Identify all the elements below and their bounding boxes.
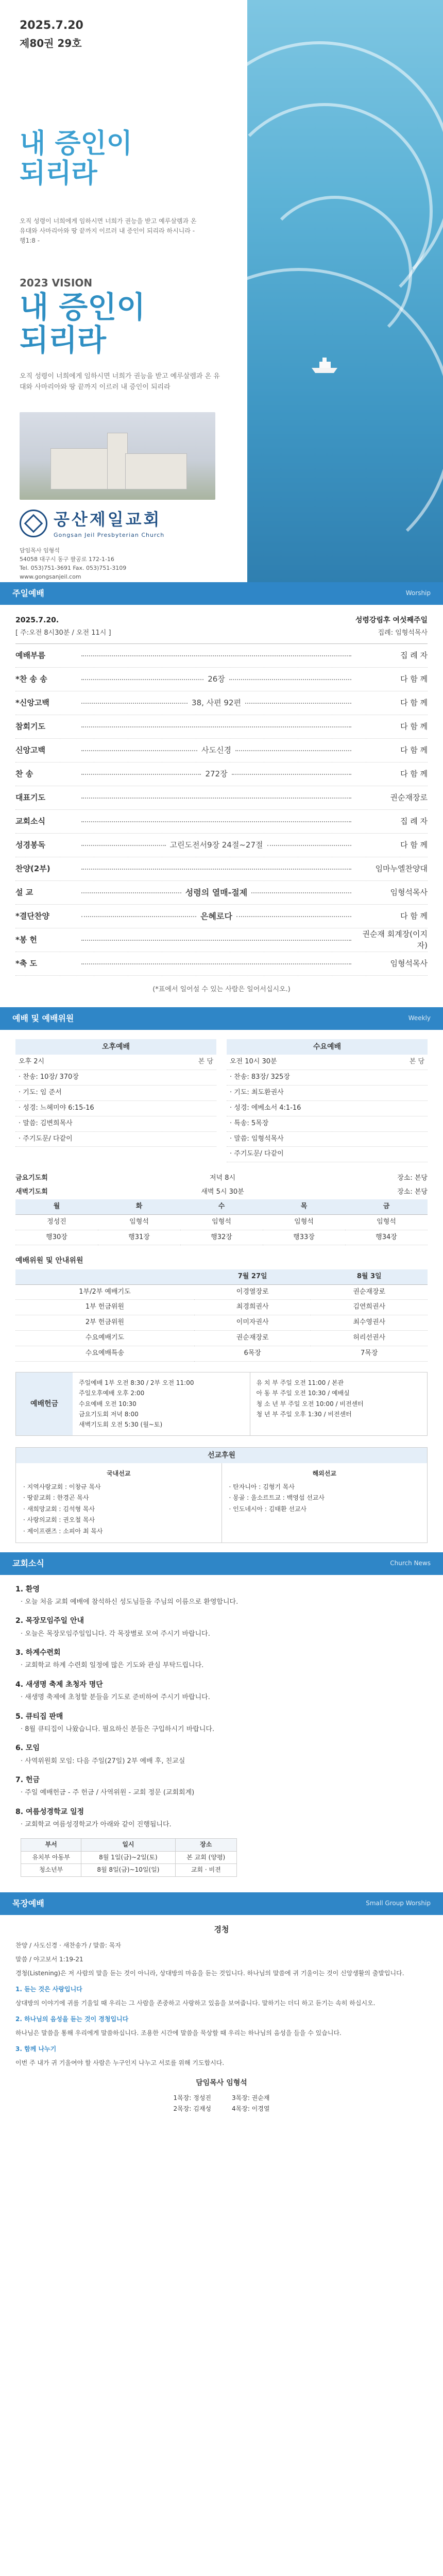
order-label: *결단찬양 [15,911,49,921]
order-person: 다 함 께 [400,674,428,684]
committee-row [15,1300,428,1315]
service-time: 금요기도회 저녁 8:00 [79,1410,139,1418]
issue-date [20,18,83,51]
sg-team [15,2093,428,2115]
order-person: 다 함 께 [400,745,428,755]
order-label: 교회소식 [15,816,45,826]
news-body: · 사역위원회 모임: 다음 주일(27일) 2부 예배 후, 친교실 [21,1757,185,1765]
wednesday-service: 수요예배 오전 10시 30분 본 당 · 찬송: 83장/ 325장 · 기도: 최도환권사 · 성경: 에베소서 4:1-16 · 특송: 5목장 · 말씀: 임형석목사 · 주기도문/ 다같이 [227,1039,428,1162]
committee-cell: 수요예배특송 [15,1346,194,1361]
committee-title: 예배위원 및 안내위원 [15,1257,83,1265]
order-list [15,644,428,976]
cover-description: 오직 성령이 너희에게 임하시면 너희가 권능을 받고 예루살렘과 온 유대와 사마리아와 땅 끝까지 이르러 내 증인이 되리라 하시니라 - 행1:8 - [20,217,197,245]
news-banner: 교회소식 Church News [0,1552,443,1575]
dawn-reading: 행33장 [263,1230,345,1245]
news-item [15,1584,428,1608]
meeting-item: · 말씀: 임형석목사 [230,1134,284,1143]
committee-cell: 최수영권사 [311,1315,428,1331]
leader-dots [81,726,351,727]
news-table-row [21,1864,237,1876]
order-label: 참회기도 [15,721,45,731]
order-person: 다 함 께 [400,840,428,850]
meeting-row [15,1086,216,1101]
committee-cell: 6목장 [194,1346,311,1361]
news-body: · 새생명 축제에 초청할 분들을 기도로 준비하여 주시기 바랍니다. [21,1693,210,1702]
order-row [15,810,428,834]
order-item: 성령의 열매-절제 [185,888,248,898]
leader-dots [81,821,351,822]
news-heading: 4. 새생명 축제 초청자 명단 [15,1680,103,1689]
leader-dots [81,963,351,964]
afternoon-service: 오후예배 오후 2시 본 당 · 찬송: 10장/ 370장 · 기도: 임 준서 · 성경: 느헤미야 6:15-16 · 말씀: 김변희목사 · 주기도문/ 다같이 [15,1039,216,1162]
order-middle [77,869,355,870]
church-logo [20,507,164,539]
meeting-row [227,1147,428,1162]
order-person: 임형석목사 [390,958,428,968]
news-body: · 교회학교 하계 수련회 일정에 많은 기도와 관심 부탁드립니다. [21,1662,204,1670]
sg-body: 상대방의 이야기에 귀를 기울일 때 우리는 그 사람을 존중하고 사랑하고 있음을 보여줍니다. 말하기는 더디 하고 듣기는 속히 하십시오. [15,1999,376,2007]
order-person: 다 함 께 [400,769,428,778]
leader-dots [267,845,352,846]
worship-banner: 주일예배 Worship [0,582,443,605]
sg-point: 3. 함께 나누기 [15,2045,57,2053]
order-row [15,786,428,810]
meeting-row [15,1116,216,1132]
news-table-cell: 청소년부 [21,1864,81,1876]
news-heading: 5. 큐티집 판매 [15,1712,63,1721]
committee-header [15,1269,194,1284]
meeting-item: · 성경: 에베소서 4:1-16 [230,1104,301,1112]
news-table-row [21,1851,237,1863]
leader-dots [235,750,351,751]
order-middle [77,840,355,851]
order-person: 다 함 께 [400,721,428,731]
order-row [15,857,428,881]
order-row [15,762,428,786]
team-member: 4목장: 이경열 [232,2105,270,2113]
cover [0,0,443,582]
news-table-header: 일시 [81,1839,175,1851]
meeting-row [227,1070,428,1086]
dawn-schedule-table [15,1199,428,1246]
mission-item: · 새희망교회 : 김석형 목사 [23,1505,95,1513]
committee-row [15,1331,428,1346]
leader-dots [81,774,201,775]
meeting-row [15,1055,216,1070]
service-time: 주일오후예배 오후 2:00 [79,1389,145,1397]
committee-cell: 1부 헌금위원 [15,1300,194,1315]
order-person: 다 함 께 [400,698,428,707]
news-item [15,1711,428,1735]
sg-team-title: 담임목사 임형석 [196,2079,247,2088]
service-times-box: 예배헌금 주일예배 1부 오전 8:30 / 2부 오전 11:00 주일오후예배 오후 2:00 수요예배 오전 10:30 금요기도회 저녁 8:00 새벽기도회 오전 5:30 (월~토) 유 치 부 주일 오전 11:00 / 본관 아 동 부 주일 오전 10:30 / 예배실 청 소 년 부 주일 오전 10:00 / 비전센터 청 년 부 주일 오후 1:30 / 비전센터 [15,1372,428,1436]
mission-item: · 사랑의교회 : 권오철 목사 [23,1516,95,1524]
meeting-row [15,1101,216,1116]
news-item [15,1807,428,1831]
leader-dots [245,703,351,704]
dawn-leader: 임형석 [263,1214,345,1230]
order-middle [77,963,355,964]
order-row [15,881,428,905]
news-table-cell: 8월 8일(금)~10일(일) [81,1864,175,1876]
leader-dots [81,750,197,751]
order-label: 예배부름 [15,650,45,660]
meeting-row [227,1132,428,1147]
meeting-item: 오후 2시 [19,1058,45,1066]
order-row [15,715,428,739]
order-person: 다 함 께 [400,911,428,921]
small-group [0,1915,443,2136]
mission-item: · 몽골 : 울소르트교 : 백영섭 선교사 [229,1494,325,1502]
day-header: 월 [15,1199,98,1214]
order-item: 26장 [208,674,225,684]
order-item: 사도신경 [201,745,231,755]
order-middle [77,745,355,756]
dawn-leader: 임형석 [345,1214,428,1230]
mission-item: · 땅끝교회 : 한경곤 목사 [23,1494,89,1502]
order-middle [77,940,355,941]
meeting-row [227,1116,428,1132]
vision-subtitle: 오직 성령이 너희에게 임하시면 너희가 권능을 받고 예루살렘과 온 유대와 사마리아와 땅 끝까지 이르러 내 증인이 되리라 [20,372,220,392]
committee-cell: 권순재장로 [194,1331,311,1346]
committee-cell: 이미자권사 [194,1315,311,1331]
dawn-reading: 행34장 [345,1230,428,1245]
order-middle [77,887,355,899]
department-time: 청 소 년 부 주일 오전 10:00 / 비전센터 [256,1400,364,1408]
leader-dots [251,892,351,893]
leader-dots [81,798,351,799]
sg-body: 하나님은 말씀을 통해 우리에게 말씀하십니다. 조용한 시간에 말씀을 묵상할 때 우리는 하나님의 음성을 들을 수 있습니다. [15,2029,342,2037]
news-item [15,1680,428,1703]
cover-left [0,0,247,582]
order-middle [77,655,355,656]
committee-cell: 허리선권사 [311,1331,428,1346]
news-table-cell: 교회 · 비젼 [175,1864,237,1876]
church-emblem-icon [20,510,47,537]
news-item [15,1616,428,1639]
department-time: 아 동 부 주일 오전 10:30 / 예배실 [256,1389,350,1397]
service-times: [ 주:오전 8시30분 / 오전 11시 ] [15,629,111,637]
news-body: · 주일 예배헌금 - 주 헌금 / 사역위원 - 교회 정문 (교회회계) [21,1789,195,1797]
sg-point: 2. 하나님의 음성을 듣는 것이 경청입니다 [15,2015,129,2023]
meeting-row [15,1132,216,1147]
news-item [15,1743,428,1767]
meeting-place: 본 당 [198,1058,213,1066]
order-label: 성경봉독 [15,840,45,850]
leader-dots [229,679,351,680]
order-middle [77,674,355,685]
vision-title: 내 증인이 되리라 [20,290,146,358]
committee-table [15,1269,428,1362]
sg-reading: 말씀 / 야고보서 1:19-21 [15,1956,83,1963]
order-label: *찬 송 송 [15,674,47,684]
officiant: 집례: 임형석목사 [378,629,428,637]
leader-dots [81,869,351,870]
news-body: · 오늘은 목장모임주일입니다. 각 목장별로 모여 주시기 바랍니다. [21,1630,210,1638]
committee-cell: 2부 헌금위원 [15,1315,194,1331]
meeting-item: · 주기도문/ 다같이 [230,1150,284,1158]
day-header: 화 [98,1199,180,1214]
news-item [15,1648,428,1671]
dawn-reading: 행30장 [15,1230,98,1245]
dawn-reading: 행32장 [180,1230,263,1245]
order-person: 권순재 회계장(이지자) [362,929,428,950]
day-header: 수 [180,1199,263,1214]
dawn-prayer: 새벽기도회 새벽 5시 30분 장소: 본당 [15,1188,428,1196]
order-label: *봉 헌 [15,935,38,944]
meetings-banner: 예배 및 예배위원 Weekly [0,1007,443,1030]
committee-cell: 1부/2부 예배기도 [15,1284,194,1300]
order-row [15,952,428,976]
meeting-item: · 기도: 최도환권사 [230,1088,284,1096]
sea-photo [247,0,443,582]
mission-item: · 제이프랜즈 : 소피아 최 목사 [23,1527,103,1535]
meetings [0,1030,443,1552]
meeting-item: · 말씀: 김변희목사 [19,1119,73,1127]
meeting-item: · 주기도문/ 다같이 [19,1134,73,1143]
dawn-reading: 행31장 [98,1230,180,1245]
mission-item: · 인도네시아 : 김태환 선교사 [229,1505,307,1513]
meeting-item: · 기도: 임 준서 [19,1088,62,1096]
leader-dots [81,655,351,656]
order-date: 2025.7.20. [15,616,59,624]
order-label: 찬 송 [15,769,33,778]
mission-item: · 탄자니아 : 김형기 목사 [229,1483,295,1490]
order-person: 임마누엘찬양대 [375,863,428,873]
order-title: 성령강림후 여섯째주일 [355,616,428,624]
news-heading: 7. 헌금 [15,1775,40,1784]
meeting-item: · 찬송: 83장/ 325장 [230,1073,290,1081]
order-row [15,905,428,928]
order-label: 설 교 [15,887,33,897]
order-label: 대표기도 [15,792,45,802]
order-label: *축 도 [15,958,38,968]
worship-order [0,605,443,1007]
meeting-item: · 찬송: 10장/ 370장 [19,1073,79,1081]
leader-dots [81,845,166,846]
news-heading: 6. 모임 [15,1744,40,1753]
service-time: 주일예배 1부 오전 8:30 / 2부 오전 11:00 [79,1379,194,1386]
committee-header: 7월 27일 [194,1269,311,1284]
leader-dots [81,703,188,704]
order-middle [77,698,355,709]
sg-title: 경청 [214,1924,229,1934]
order-label: *신앙고백 [15,698,49,707]
committee-cell: 이경열장로 [194,1284,311,1300]
order-row [15,834,428,857]
order-middle [77,821,355,822]
committee-row [15,1284,428,1300]
news-body: · 오늘 처음 교회 예배에 참석하신 성도님들을 주님의 이름으로 환영합니다. [21,1598,238,1606]
leader-dots [81,679,203,680]
issue-number: 제80권 29호 [20,37,82,49]
smallgroup-banner: 목장예배 Small Group Worship [0,1892,443,1915]
news-heading: 3. 하계수련회 [15,1649,61,1657]
committee-cell: 수요예배기도 [15,1331,194,1346]
team-member: 2목장: 김재성 [173,2105,211,2113]
order-label: 찬양(2부) [15,863,50,873]
order-label: 신앙고백 [15,745,45,755]
leader-dots [236,916,351,917]
committee-header: 8월 3일 [311,1269,428,1284]
order-middle [77,726,355,727]
order-person: 임형석목사 [390,887,428,897]
order-row [15,644,428,668]
cover-title: 내 증인이 되리라 [20,128,133,190]
news-table-header: 부서 [21,1839,81,1851]
order-item: 272장 [205,769,228,778]
team-member: 3목장: 권순재 [232,2094,270,2102]
summer-school-table [21,1838,237,1876]
date: 2025.7.20 [20,19,83,32]
department-time: 유 치 부 주일 오전 11:00 / 본관 [256,1379,344,1386]
news-body: · 교회학교 여름성경학교가 아래와 같이 진행됩니다. [21,1821,172,1829]
order-person: 집 례 자 [400,650,428,660]
order-middle [77,798,355,799]
order-item: 38, 사편 92편 [192,698,241,707]
order-row [15,691,428,715]
order-item: 은혜로다 [200,911,232,922]
dawn-leader: 정성진 [15,1214,98,1230]
news-table-header: 장소 [175,1839,237,1851]
leader-dots [81,892,181,893]
news-heading: 2. 목장모임주일 안내 [15,1617,84,1625]
leader-dots [232,774,351,775]
committee-row [15,1315,428,1331]
order-item: 고린도전서9장 24절~27절 [169,840,263,850]
order-person: 집 례 자 [400,816,428,826]
news-table-cell: 본 교회 (양평) [175,1851,237,1863]
church-news [0,1575,443,1892]
church-name: 공산제일교회 [54,510,162,529]
dawn-leader: 임형석 [98,1214,180,1230]
sg-body: 경청(Listening)은 저 사람의 말을 듣는 것이 아니라, 상대방의 마음을 듣는 것입니다. 하나님의 말씀에 귀 기울이는 것이 신앙생활의 출발입니다. [15,1970,404,1977]
dawn-leader: 임형석 [180,1214,263,1230]
mission-support: 선교후원 국내선교 · 지역사랑교회 : 이창규 목사 · 땅끝교회 : 한경곤 목사 · 새희망교회 : 김석형 목사 · 사랑의교회 : 권오철 목사 · 제이프랜즈 : 소피아 최 목사 해외선교 · 탄자니아 : 김형기 목사 · 몽골 : 울소르트교 : 백영섭 선교사 · 인도네시아 : 김태환 선교사 [15,1447,428,1543]
day-header: 목 [263,1199,345,1214]
news-table-cell: 유치부 아동부 [21,1851,81,1863]
friday-prayer: 금요기도회 저녁 8시 장소: 본당 [15,1174,428,1182]
order-middle [77,769,355,780]
service-time: 수요예배 오전 10:30 [79,1400,137,1408]
meeting-item: 오전 10시 30분 [230,1058,277,1066]
order-person: 권순재장로 [390,792,428,802]
team-member: 1목장: 정성진 [173,2094,211,2102]
order-middle [77,910,355,922]
meeting-row [15,1070,216,1086]
sg-body: 이번 주 내가 귀 기울여야 할 사람은 누구인지 나누고 서로를 위해 기도합시다. [15,2059,225,2067]
vision-label: 2023 VISION [20,277,93,289]
church-photo [20,412,215,500]
committee-row [15,1346,428,1361]
news-item [15,1775,428,1799]
committee-cell: 최경희권사 [194,1300,311,1315]
meeting-item: · 성경: 느헤미야 6:15-16 [19,1104,94,1112]
order-row [15,739,428,762]
church-contact: 담임목사 임형석 54058 대구시 동구 팔공로 172-1-16 Tel. 053)751-3691 Fax. 053)751-3109 www.gongsanjeil.com [20,547,127,581]
order-row [15,928,428,952]
news-heading: 8. 여름성경학교 일정 [15,1807,84,1816]
department-time: 청 년 부 주일 오후 1:30 / 비전센터 [256,1410,352,1418]
order-footnote: (*표에서 일어설 수 있는 사람은 일어서십시오.) [152,986,291,994]
meeting-item: · 특송: 5목장 [230,1119,269,1127]
committee-cell: 권순재장로 [311,1284,428,1300]
news-table-cell: 8월 1일(금)~2일(토) [81,1851,175,1863]
news-heading: 1. 환영 [15,1585,40,1594]
service-time: 새벽기도회 오전 5:30 (월~토) [79,1421,163,1429]
leader-dots [81,940,351,941]
mission-item: · 지역사랑교회 : 이창규 목사 [23,1483,101,1490]
committee-cell: 7목장 [311,1346,428,1361]
meeting-row [227,1055,428,1070]
day-header: 금 [345,1199,428,1214]
meeting-row [227,1101,428,1116]
sg-intro: 찬양 / 사도신경 · 새찬송가 / 말씀: 목자 [15,1942,121,1950]
news-body: · 8월 큐티집이 나왔습니다. 필요하신 분들은 구입하시기 바랍니다. [21,1725,215,1733]
meeting-place: 본 당 [409,1058,424,1066]
church-name-english: Gongsan Jeil Presbyterian Church [54,532,165,539]
leader-dots [81,916,196,917]
order-row [15,668,428,691]
boat-icon [309,355,340,374]
sg-point: 1. 듣는 것은 사랑입니다 [15,1986,82,1993]
meeting-row [227,1086,428,1101]
committee-cell: 김연희권사 [311,1300,428,1315]
